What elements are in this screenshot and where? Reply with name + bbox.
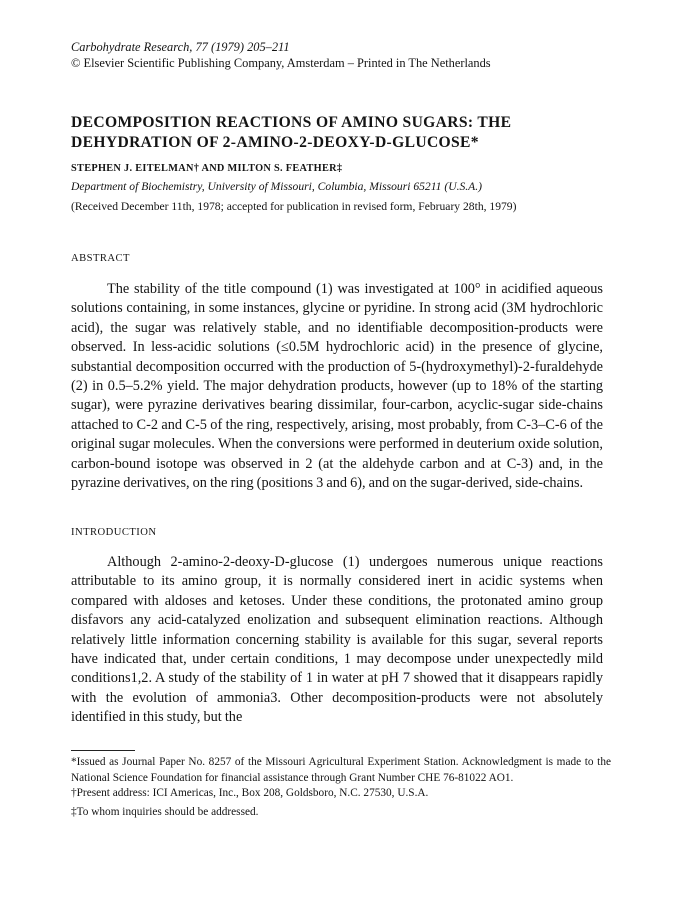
footnote-correspondence: ‡To whom inquiries should be addressed.	[71, 805, 259, 818]
introduction-text: Although 2-amino-2-deoxy-D-glucose (1) undergoes numerous unique reactions attributable to its amino group, it is normally considered inert in acidic systems when compared with aldoses and ketoses. Under these conditions, the protonated amino group disfavors any acid-catalyzed enolization and subsequent elimination reactions. Although relatively little information concerning stability is available for this sugar, several reports have indicated that, under certain conditions, 1 may decompose under unexpectedly mild conditions1,2. A study of the stability of 1 in water at pH 7 showed that it disappears rapidly with the evolution of ammonia3. Other decomposition-products were not absolutely identified in this study, but the	[71, 554, 603, 726]
publisher-line: © Elsevier Scientific Publishing Company, Amsterdam – Printed in The Netherlands	[71, 56, 491, 70]
author-affiliation: Department of Biochemistry, University of Missouri, Columbia, Missouri 65211 (U.S.A.)	[71, 180, 483, 193]
journal-citation: Carbohydrate Research, 77 (1979) 205–211	[71, 40, 290, 54]
footnote-present-address: †Present address: ICI Americas, Inc., Box 208, Goldsboro, N.C. 27530, U.S.A.	[71, 787, 429, 799]
footnote-funding: *Issued as Journal Paper No. 8257 of the Missouri Agricultural Experiment Station. Acknowledgment is made to the National Science Foundation for financial assistance through Grant Number CHE 76-81022 AO1.	[71, 756, 611, 784]
abstract-heading: ABSTRACT	[71, 253, 130, 264]
article-title: DECOMPOSITION REACTIONS OF AMINO SUGARS: THE DEHYDRATION OF 2-AMINO-2-DEOXY-D-GLUCOSE*	[71, 114, 512, 151]
footnotes	[71, 755, 611, 820]
footnote-divider	[71, 750, 135, 751]
introduction-heading: INTRODUCTION	[71, 527, 157, 538]
article-authors: STEPHEN J. EITELMAN† AND MILTON S. FEATHER‡	[71, 163, 343, 174]
abstract-text: The stability of the title compound (1) was investigated at 100° in acidified aqueous solutions containing, in some instances, glycine or pyridine. In strong acid (3M hydrochloric acid), the sugar was relatively stable, and no identifiable decomposition-products were observed. In less-acidic solutions (≤0.5M hydrochloric acid) in the presence of glycine, substantial decomposition occurred with the production of 5-(hydroxymethyl)-2-furaldehyde (2) in 0.5–5.2% yield. The major dehydration products, however (up to 18% of the starting sugar), were pyrazine derivatives bearing dissimilar, four-carbon, acyclic-sugar side-chains attached to C-2 and C-5 of the ring, respectively, arising, most probably, from C-3–C-6 of the original sugar molecules. When the conversions were performed in deuterium oxide solution, carbon-bound isotope was observed in 2 (at the aldehyde carbon and at C-3) and, in the pyrazine derivatives, on the ring (positions 3 and 6), and on the sugar-derived, side-chains.	[71, 281, 603, 492]
journal-header	[71, 39, 611, 71]
received-dates: (Received December 11th, 1978; accepted for publication in revised form, February 28th, 1979)	[71, 200, 517, 213]
